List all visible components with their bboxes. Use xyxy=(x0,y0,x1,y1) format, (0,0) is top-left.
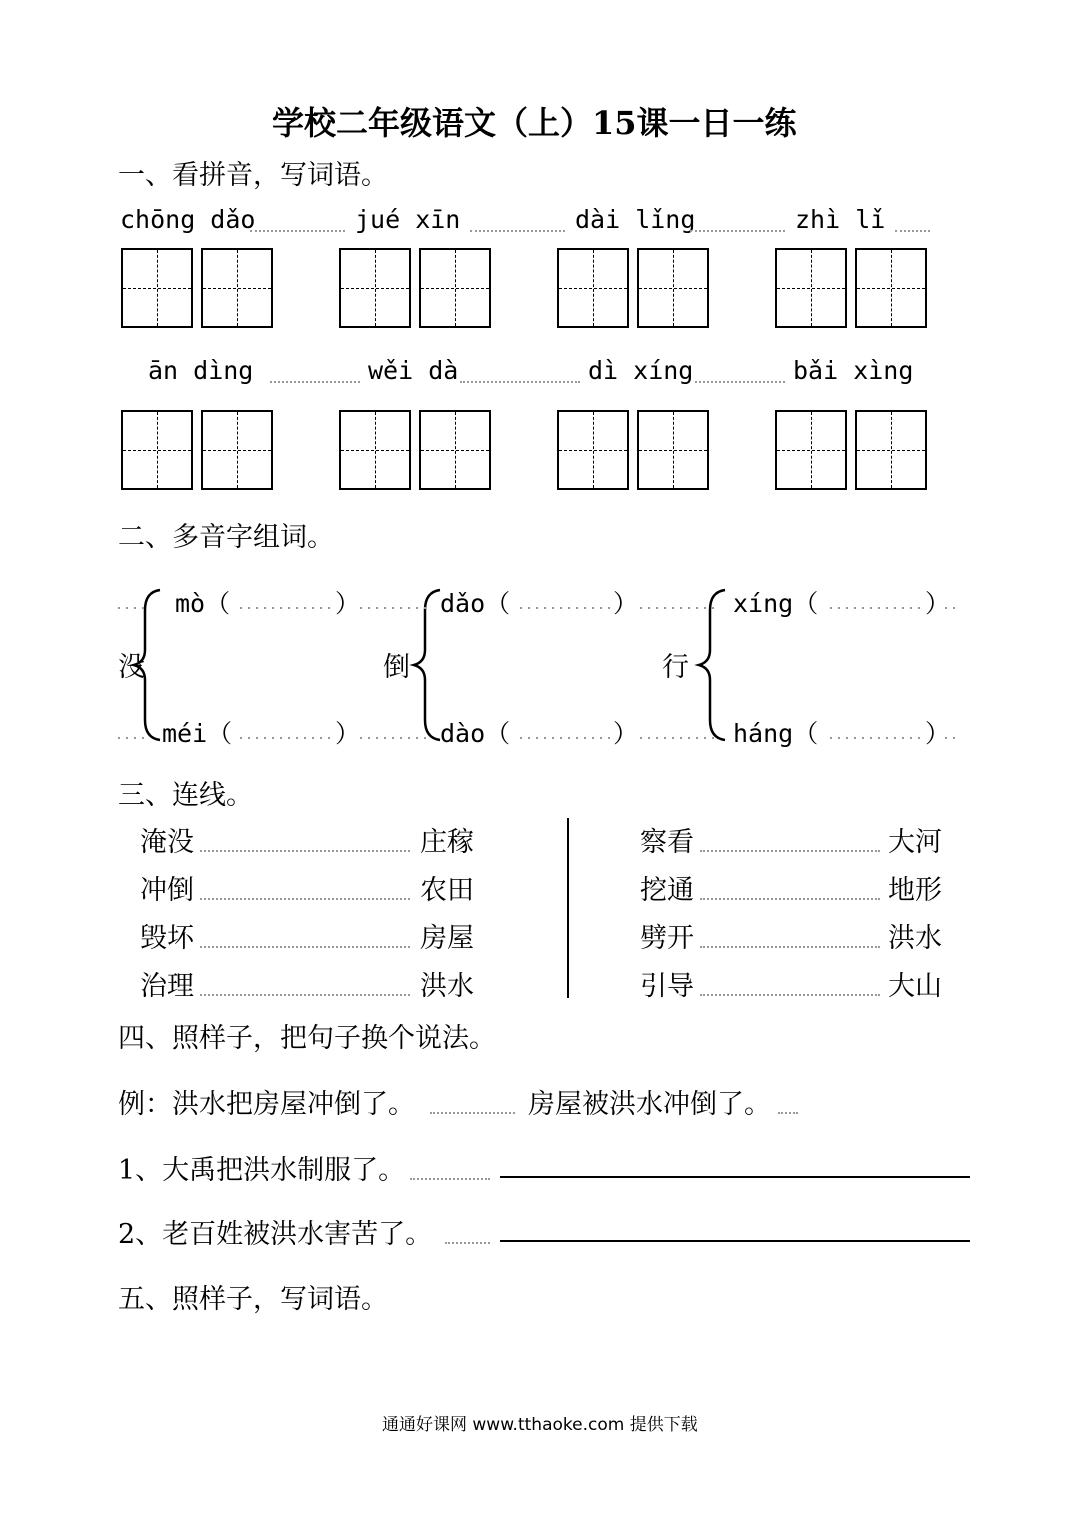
dotted-rule xyxy=(460,381,580,383)
vertical-divider xyxy=(567,818,569,998)
pinyin-label: jué xīn xyxy=(355,205,461,234)
polyphone-char: 倒 xyxy=(383,652,410,683)
dotted-rule xyxy=(700,946,880,948)
writing-cell[interactable] xyxy=(557,410,629,490)
pinyin-label: bǎi xìng xyxy=(793,356,914,385)
section4-heading: 四、照样子，把句子换个说法。 xyxy=(118,1023,496,1054)
match-word[interactable]: 引导 xyxy=(640,971,694,1002)
writing-cell[interactable] xyxy=(855,410,927,490)
pinyin-label: ān dìng xyxy=(148,356,254,385)
writing-cell[interactable] xyxy=(775,410,847,490)
dotted-rule xyxy=(700,850,880,852)
answer-line[interactable] xyxy=(500,1240,970,1242)
writing-cell[interactable] xyxy=(121,410,193,490)
polyphone-reading-top: xíng（ xyxy=(733,589,819,618)
close-paren: ） xyxy=(925,719,951,748)
writing-cell[interactable] xyxy=(855,248,927,328)
polyphone-reading-bottom: dào（ xyxy=(440,719,511,748)
match-word[interactable]: 毁坏 xyxy=(140,923,194,954)
match-word[interactable]: 房屋 xyxy=(420,923,474,954)
dotted-rule xyxy=(270,381,360,383)
match-word[interactable]: 挖通 xyxy=(640,875,694,906)
section2-heading: 二、多音字组词。 xyxy=(118,522,334,553)
writing-cell[interactable] xyxy=(419,248,491,328)
dotted-rule xyxy=(200,994,410,996)
dotted-rule xyxy=(700,898,880,900)
match-word[interactable]: 庄稼 xyxy=(420,827,474,858)
polyphone-reading-top: dǎo（ xyxy=(440,589,511,618)
footer-credit: 通通好课网 www.tthaoke.com 提供下载 xyxy=(382,1415,698,1435)
match-word[interactable]: 大山 xyxy=(888,971,942,1002)
dotted-rule xyxy=(410,1178,490,1180)
dotted-rule xyxy=(700,994,880,996)
writing-cell[interactable] xyxy=(339,248,411,328)
brace-lines xyxy=(0,580,1087,780)
pinyin-label: wěi dà xyxy=(368,356,459,385)
writing-cell[interactable] xyxy=(121,248,193,328)
close-paren: ） xyxy=(335,719,361,748)
writing-cell[interactable] xyxy=(339,410,411,490)
dotted-rule xyxy=(470,230,565,232)
dotted-rule xyxy=(200,946,410,948)
polyphone-reading-bottom: háng（ xyxy=(733,719,819,748)
dotted-rule xyxy=(445,1242,490,1244)
dotted-rule xyxy=(695,381,785,383)
close-paren: ） xyxy=(335,589,361,618)
pinyin-label: chōng dǎo xyxy=(120,205,256,234)
section5-heading: 五、照样子，写词语。 xyxy=(118,1284,388,1315)
writing-cell[interactable] xyxy=(775,248,847,328)
close-paren: ） xyxy=(613,719,639,748)
brace-icon xyxy=(699,590,725,740)
polyphone-reading-top: mò（ xyxy=(175,589,231,618)
match-word[interactable]: 劈开 xyxy=(640,923,694,954)
close-paren: ） xyxy=(925,589,951,618)
writing-cell[interactable] xyxy=(201,410,273,490)
match-word[interactable]: 淹没 xyxy=(140,827,194,858)
writing-cell[interactable] xyxy=(201,248,273,328)
match-word[interactable]: 洪水 xyxy=(420,971,474,1002)
question-sentence: 1、大禹把洪水制服了。 xyxy=(118,1155,406,1186)
dotted-rule xyxy=(690,230,785,232)
section3-heading: 三、连线。 xyxy=(118,780,253,811)
match-word[interactable]: 大河 xyxy=(888,827,942,858)
dotted-rule xyxy=(778,1112,798,1114)
match-word[interactable]: 农田 xyxy=(420,875,474,906)
pinyin-label: dì xíng xyxy=(588,356,694,385)
writing-cell[interactable] xyxy=(637,248,709,328)
polyphone-char: 行 xyxy=(662,652,689,683)
polyphone-reading-bottom: méi（ xyxy=(162,719,233,748)
section1-heading: 一、看拼音，写词语。 xyxy=(118,160,388,191)
polyphone-char: 没 xyxy=(118,652,145,683)
dotted-rule xyxy=(250,230,345,232)
dotted-rule xyxy=(895,230,930,232)
match-word[interactable]: 察看 xyxy=(640,827,694,858)
writing-cell[interactable] xyxy=(419,410,491,490)
writing-cell[interactable] xyxy=(557,248,629,328)
answer-line[interactable] xyxy=(500,1176,970,1178)
brace-icon xyxy=(414,590,440,740)
close-paren: ） xyxy=(613,589,639,618)
page-title: 学校二年级语文（上）15课一日一练 xyxy=(272,104,797,142)
pinyin-label: dài lǐng xyxy=(575,205,696,234)
pinyin-label: zhì lǐ xyxy=(795,205,886,234)
example-sentence: 例：洪水把房屋冲倒了。 xyxy=(118,1089,415,1120)
match-word[interactable]: 冲倒 xyxy=(140,875,194,906)
writing-cell[interactable] xyxy=(637,410,709,490)
match-word[interactable]: 治理 xyxy=(140,971,194,1002)
dotted-rule xyxy=(200,898,410,900)
match-word[interactable]: 地形 xyxy=(888,875,942,906)
match-word[interactable]: 洪水 xyxy=(888,923,942,954)
dotted-rule xyxy=(200,850,410,852)
dotted-rule xyxy=(430,1112,515,1114)
example-answer: 房屋被洪水冲倒了。 xyxy=(528,1089,771,1120)
question-sentence: 2、老百姓被洪水害苦了。 xyxy=(118,1219,433,1250)
